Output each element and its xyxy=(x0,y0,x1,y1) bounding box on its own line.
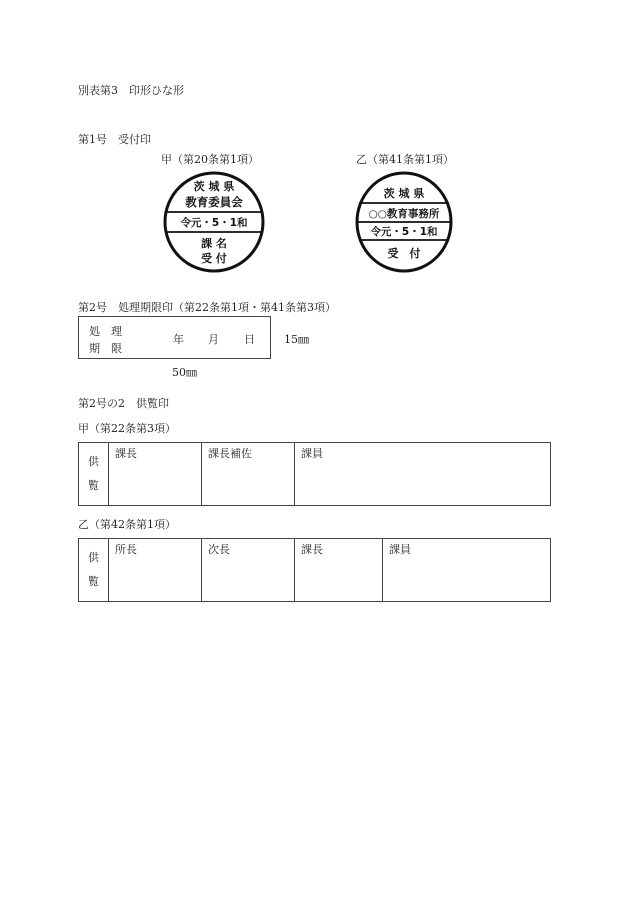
kyoran-otsu-col-2: 次長 xyxy=(202,539,295,602)
stamp-kou-line1: 茨 城 県 xyxy=(193,180,235,193)
kyoran-kou-head-bottom: 覧 xyxy=(88,479,99,492)
kyoran-kou-col-3: 課員 xyxy=(295,443,551,506)
kyoran-otsu-col-3: 課長 xyxy=(295,539,383,602)
height-dimension-note: 15㎜ xyxy=(284,333,309,346)
deadline-year: 年 xyxy=(173,333,184,346)
section1-heading: 第1号 受付印 xyxy=(78,133,151,146)
stamp-kou-line5: 受 付 xyxy=(201,252,227,265)
section3-heading: 第2号の2 供覧印 xyxy=(78,397,169,410)
kyoran-otsu-table xyxy=(78,538,551,602)
kyoran-otsu-caption: 乙（第42条第1項） xyxy=(78,518,176,531)
section2-heading: 第2号 処理期限印（第22条第1項・第41条第3項） xyxy=(78,301,336,314)
kyoran-kou-header xyxy=(79,443,109,506)
width-dimension-note: 50㎜ xyxy=(172,366,197,379)
kyoran-otsu-col-4: 課員 xyxy=(383,539,551,602)
kyoran-kou-col-1: 課長 xyxy=(109,443,202,506)
table-row xyxy=(79,443,551,506)
kyoran-otsu-col-1: 所長 xyxy=(109,539,202,602)
receipt-stamp-otsu xyxy=(354,170,454,274)
kyoran-kou-caption: 甲（第22条第3項） xyxy=(78,422,176,435)
deadline-label-top: 処 理 xyxy=(89,325,122,338)
deadline-label-bottom: 期 限 xyxy=(89,342,122,355)
kyoran-otsu-head-bottom: 覧 xyxy=(88,575,99,588)
receipt-stamp-kou xyxy=(162,170,266,274)
deadline-month: 月 xyxy=(208,333,219,346)
stamp-otsu-date: 令元・5・1和 xyxy=(370,226,438,238)
stamp-kou-caption: 甲（第20条第1項） xyxy=(161,153,259,166)
kyoran-kou-table xyxy=(78,442,551,506)
stamp-kou-line2: 教育委員会 xyxy=(185,195,243,209)
kyoran-kou-col-2: 課長補佐 xyxy=(202,443,295,506)
deadline-stamp-box xyxy=(78,316,271,359)
stamp-otsu-line1: 茨 城 県 xyxy=(383,187,425,200)
table-row xyxy=(79,539,551,602)
stamp-otsu-line2: ○○教育事務所 xyxy=(368,208,440,220)
kyoran-otsu-head-top: 供 xyxy=(88,551,99,564)
page-title: 別表第3 印形ひな形 xyxy=(78,84,184,97)
kyoran-otsu-header xyxy=(79,539,109,602)
kyoran-kou-head-top: 供 xyxy=(88,455,99,468)
stamp-otsu-line4: 受 付 xyxy=(387,247,421,260)
deadline-day: 日 xyxy=(244,333,255,346)
stamp-kou-date: 令元・5・1和 xyxy=(180,217,248,229)
stamp-otsu-caption: 乙（第41条第1項） xyxy=(356,153,454,166)
stamp-kou-line4: 課 名 xyxy=(201,237,227,250)
